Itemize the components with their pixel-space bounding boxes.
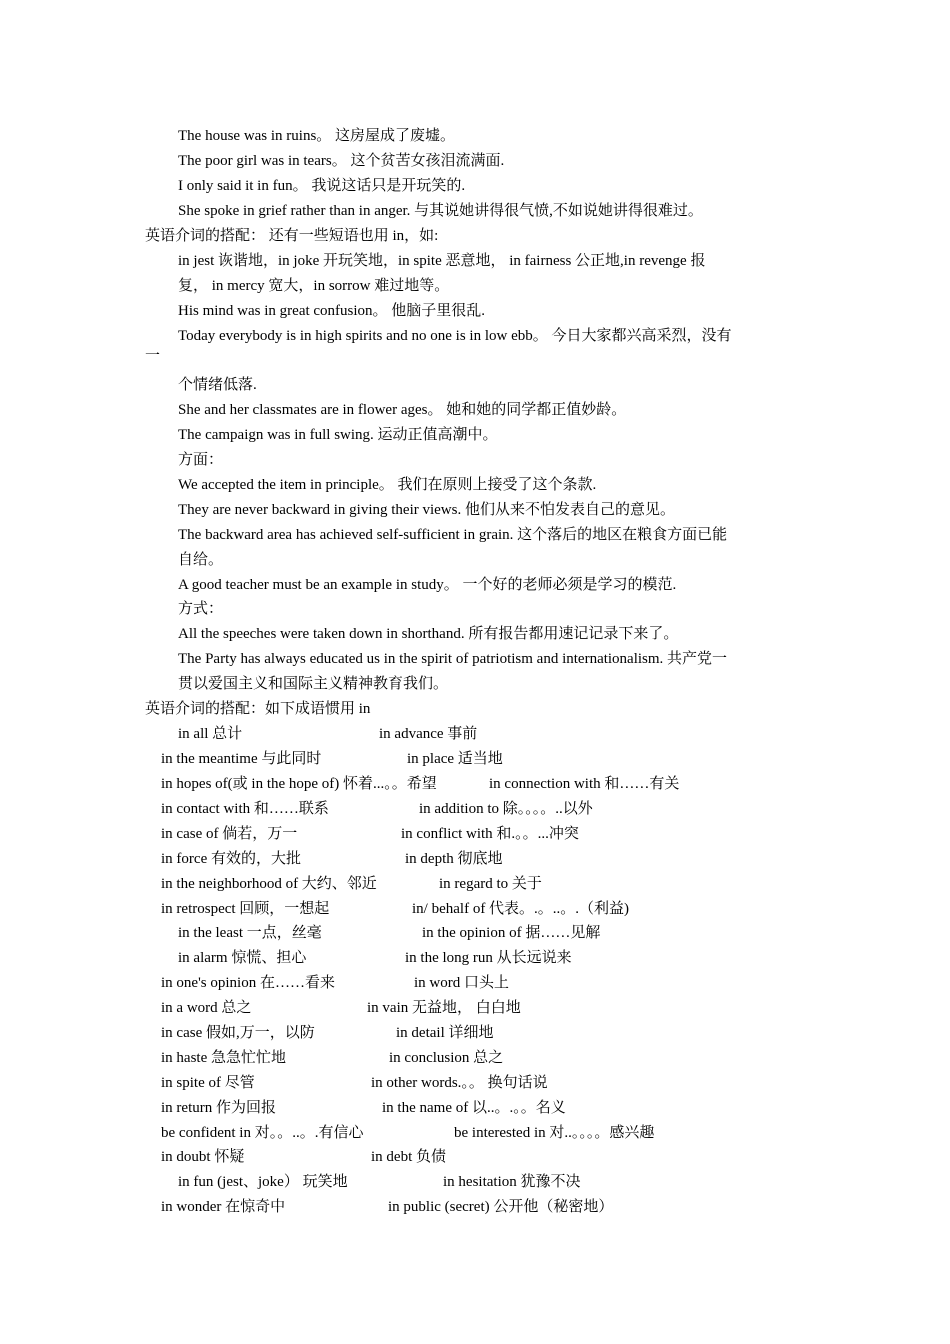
phrase-right: in word 口头上 xyxy=(414,975,509,991)
phrase-left: in case 假如,万一，以防 xyxy=(161,1025,315,1041)
phrase-right: in vain 无益地， 白白地 xyxy=(367,1000,521,1016)
phrase-right: in hesitation 犹豫不决 xyxy=(443,1174,581,1190)
phrase-right: in other words.。。 换句话说 xyxy=(371,1075,548,1091)
text-line: The house was in ruins。 这房屋成了废墟。 xyxy=(178,128,456,144)
phrase-right: in advance 事前 xyxy=(379,726,478,742)
text-line: All the speeches were taken down in shorthand. 所有报告都用速记记录下来了。 xyxy=(178,626,679,642)
phrase-left: in alarm 惊慌、担心 xyxy=(178,950,307,966)
phrase-left: in contact with 和……联系 xyxy=(161,801,329,817)
phrase-right: in/ behalf of 代表。.。..。.（利益) xyxy=(412,901,630,917)
text-line: The Party has always educated us in the spirit of patriotism and internationalism. 共产党一 xyxy=(178,651,728,667)
text-line: The campaign was in full swing. 运动正值高潮中。 xyxy=(178,427,498,443)
phrase-left: in the neighborhood of 大约、邻近 xyxy=(161,876,377,892)
text-line: She spoke in grief rather than in anger. 与其说她讲得很气愤,不如说她讲得很难过。 xyxy=(178,203,703,219)
phrase-left: in force 有效的，大批 xyxy=(161,851,301,867)
phrase-right: in debt 负债 xyxy=(371,1149,446,1165)
phrase-left: in fun (jest、joke） 玩笑地 xyxy=(178,1174,348,1190)
phrase-right: in the opinion of 据……见解 xyxy=(422,925,601,941)
text-line: We accepted the item in principle。 我们在原则上接受了这个条款. xyxy=(178,477,597,493)
text-line: I only said it in fun。 我说这话只是开玩笑的. xyxy=(178,178,466,194)
text-line: 个情绪低落. xyxy=(178,377,257,393)
phrase-left: in all 总计 xyxy=(178,726,243,742)
phrase-left: in return 作为回报 xyxy=(161,1100,276,1116)
phrase-right: in public (secret) 公开他（秘密地） xyxy=(388,1199,614,1215)
section-heading: 英语介词的搭配： 还有一些短语也用 in，如: xyxy=(145,228,439,244)
phrase-right: be interested in 对..。。。。感兴趣 xyxy=(454,1125,655,1141)
phrase-right: in regard to 关于 xyxy=(439,876,542,892)
text-line: 贯以爱国主义和国际主义精神教育我们。 xyxy=(178,676,449,692)
phrase-left: in haste 急急忙忙地 xyxy=(161,1050,286,1066)
text-line: 复， in mercy 宽大，in sorrow 难过地等。 xyxy=(178,278,450,294)
phrase-right: in connection with 和……有关 xyxy=(489,776,680,792)
phrase-left: in doubt 怀疑 xyxy=(161,1149,245,1165)
phrase-left: in retrospect 回顾，一想起 xyxy=(161,901,330,917)
text-line: The backward area has achieved self-sufficient in grain. 这个落后的地区在粮食方面已能 xyxy=(178,527,728,543)
phrase-left: be confident in 对。。..。.有信心 xyxy=(161,1125,364,1141)
phrase-right: in the long run 从长远说来 xyxy=(405,950,572,966)
phrase-left: in a word 总之 xyxy=(161,1000,252,1016)
phrase-left: in spite of 尽管 xyxy=(161,1075,255,1091)
text-line: in jest 诙谐地，in joke 开玩笑地，in spite 恶意地， in fairness 公正地,in revenge 报 xyxy=(178,253,706,269)
text-line: Today everybody is in high spirits and no one is in low ebb。 今日大家都兴高采烈，没有 xyxy=(178,328,732,344)
phrase-right: in detail 详细地 xyxy=(396,1025,494,1041)
phrase-right: in depth 彻底地 xyxy=(405,851,503,867)
phrase-right: in the name of 以..。.。。名义 xyxy=(382,1100,566,1116)
text-line: A good teacher must be an example in study。 一个好的老师必须是学习的模范. xyxy=(178,577,677,593)
phrase-right: in addition to 除。。。。..以外 xyxy=(419,801,593,817)
phrase-right: in conclusion 总之 xyxy=(389,1050,504,1066)
phrase-left: in the meantime 与此同时 xyxy=(161,751,322,767)
text-line: They are never backward in giving their views. 他们从来不怕发表自己的意见。 xyxy=(178,502,675,518)
text-line: 自给。 xyxy=(178,552,224,568)
subheading: 方面： xyxy=(178,452,224,468)
phrase-left: in the least 一点，丝毫 xyxy=(178,925,322,941)
text-line: She and her classmates are in flower ages。 她和她的同学都正值妙龄。 xyxy=(178,402,627,418)
phrase-left: in one's opinion 在……看来 xyxy=(161,975,335,991)
text-line: The poor girl was in tears。 这个贫苦女孩泪流满面. xyxy=(178,153,505,169)
phrase-right: in place 适当地 xyxy=(407,751,503,767)
phrase-right: in conflict with 和.。。...冲突 xyxy=(401,826,579,842)
section-heading: 英语介词的搭配：如下成语惯用 in xyxy=(145,701,371,717)
text-line: 一 xyxy=(145,348,161,364)
text-line: His mind was in great confusion。 他脑子里很乱. xyxy=(178,303,486,319)
phrase-left: in case of 倘若，万一 xyxy=(161,826,298,842)
phrase-left: in wonder 在惊奇中 xyxy=(161,1199,286,1215)
subheading: 方式： xyxy=(178,601,224,617)
phrase-left: in hopes of(或 in the hope of) 怀着...。。希望 xyxy=(161,776,437,792)
